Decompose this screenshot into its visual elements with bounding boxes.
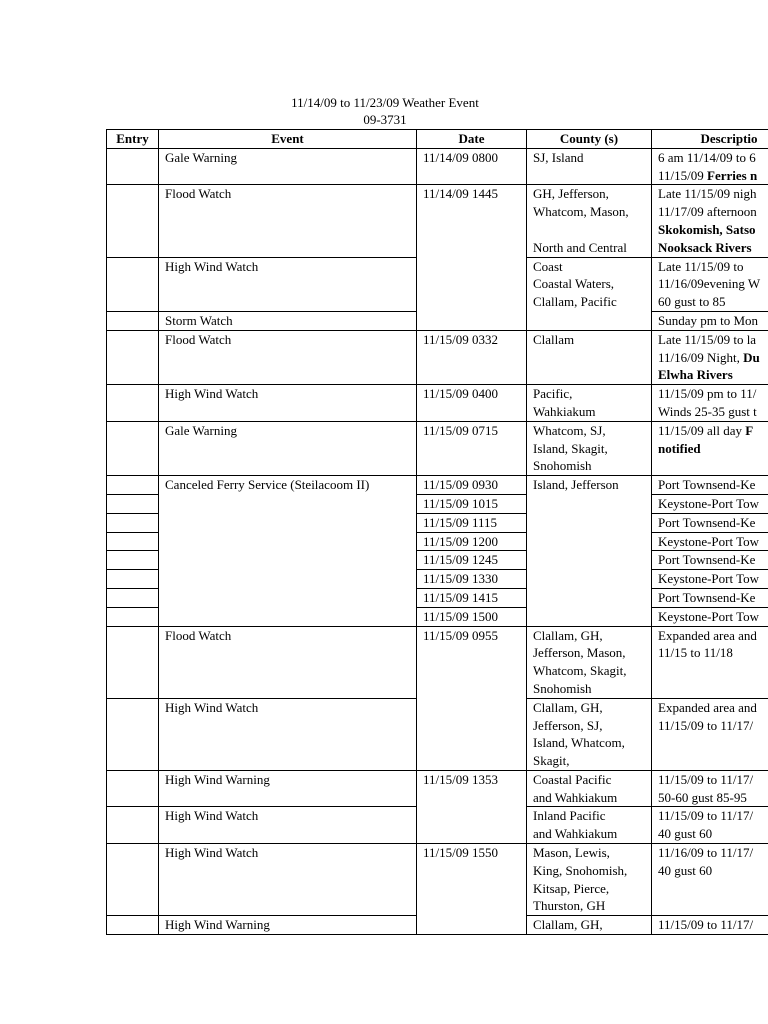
county-line: Thurston, GH <box>533 898 606 914</box>
header-county: County (s) <box>527 130 652 149</box>
description-line: Late 11/15/09 to <box>658 258 744 274</box>
county-line: Whatcom, Skagit, <box>533 663 627 679</box>
entry-cell <box>107 588 159 607</box>
description-line: 50-60 gust 85-95 <box>658 789 747 805</box>
description-line: 11/15/09 to 11/17/ <box>658 917 754 933</box>
description-line: 11/15/09 all day F <box>658 422 754 438</box>
description-line: Expanded area and <box>658 699 757 715</box>
description-cell <box>652 257 768 311</box>
description-cell <box>652 311 768 330</box>
event-cell: Flood Watch <box>159 626 417 698</box>
county-line: Clallam, GH, <box>533 699 603 715</box>
description-line: 11/15 to 11/18 <box>658 645 733 661</box>
table-row <box>107 626 768 698</box>
table-row <box>107 330 768 384</box>
entry-cell <box>107 551 159 570</box>
description-line: 11/17/09 afternoon <box>658 204 757 220</box>
description-line: Keystone-Port Tow <box>658 608 760 624</box>
description-cell <box>652 513 768 532</box>
date-cell: 11/15/09 1015 <box>417 494 527 513</box>
entry-cell <box>107 626 159 698</box>
description-line: Port Townsend-Ke <box>658 589 756 605</box>
description-line: 11/15/09 Ferries n <box>658 167 758 183</box>
entry-cell <box>107 807 159 844</box>
county-line: Coast <box>533 258 563 274</box>
description-bold-text: F <box>745 422 754 438</box>
county-line: Jefferson, SJ, <box>533 717 603 733</box>
table-row <box>107 770 768 807</box>
description-line: Port Townsend-Ke <box>658 552 756 568</box>
county-line: Mason, Lewis, <box>533 845 610 861</box>
description-cell <box>652 607 768 626</box>
table-row <box>107 185 768 257</box>
date-cell: 11/15/09 0400 <box>417 385 527 422</box>
description-bold-text: Nooksack Rivers <box>658 239 752 255</box>
county-line: Island, Skagit, <box>533 440 608 456</box>
county-cell <box>527 330 652 384</box>
description-line: 40 gust 60 <box>658 862 713 878</box>
date-cell: 11/14/09 0800 <box>417 148 527 185</box>
table-row <box>107 385 768 422</box>
description-line: 11/16/09 to 11/17/ <box>658 845 754 861</box>
description-bold-text: Skokomish, Satso <box>658 221 756 237</box>
entry-cell <box>107 770 159 807</box>
description-cell <box>652 148 768 185</box>
county-line: King, Snohomish, <box>533 862 628 878</box>
description-cell <box>652 570 768 589</box>
county-line: Clallam, GH, <box>533 627 603 643</box>
date-cell: 11/15/09 0930 <box>417 476 527 495</box>
document-title: 11/14/09 to 11/23/09 Weather Event <box>291 95 479 110</box>
county-line: Coastal Waters, <box>533 276 615 292</box>
county-line: Kitsap, Pierce, <box>533 880 610 896</box>
county-cell <box>527 770 652 807</box>
description-line: Keystone-Port Tow <box>658 533 760 549</box>
description-cell <box>652 494 768 513</box>
description-line: 11/15/09 to 11/17/ <box>658 771 754 787</box>
entry-cell <box>107 513 159 532</box>
date-cell: 11/15/09 1353 <box>417 770 527 843</box>
date-cell: 11/15/09 1115 <box>417 513 527 532</box>
description-line: Late 11/15/09 nigh <box>658 186 757 202</box>
county-line: GH, Jefferson, <box>533 186 609 202</box>
entry-cell <box>107 148 159 185</box>
description-line: Keystone-Port Tow <box>658 495 760 511</box>
county-cell <box>527 698 652 770</box>
description-line: Keystone-Port Tow <box>658 571 760 587</box>
table-header-row <box>107 130 768 149</box>
entry-cell <box>107 330 159 384</box>
event-cell: Flood Watch <box>159 330 417 384</box>
description-line: 11/16/09evening W <box>658 276 761 292</box>
header-date: Date <box>417 130 527 149</box>
county-line: and Wahkiakum <box>533 789 618 805</box>
county-line: Snohomish <box>533 680 592 696</box>
entry-cell <box>107 257 159 311</box>
county-line: Island, Whatcom, <box>533 735 625 751</box>
description-line: 11/15/09 pm to 11/ <box>658 386 757 402</box>
date-cell: 11/15/09 0715 <box>417 421 527 475</box>
county-line: Whatcom, Mason, <box>533 204 629 220</box>
description-cell <box>652 385 768 422</box>
description-line <box>658 440 768 458</box>
county-line: SJ, Island <box>533 149 584 165</box>
event-cell: High Wind Watch <box>159 698 417 770</box>
county-line: Island, Jefferson <box>533 477 619 493</box>
event-cell: Gale Warning <box>159 421 417 475</box>
description-line <box>658 221 768 239</box>
event-cell: Storm Watch <box>159 311 417 330</box>
county-cell <box>527 148 652 185</box>
description-cell <box>652 476 768 495</box>
description-line: 6 am 11/14/09 to 6 <box>658 149 756 165</box>
description-cell <box>652 588 768 607</box>
table-row <box>107 148 768 185</box>
entry-cell <box>107 844 159 916</box>
description-line: 11/15/09 to 11/17/ <box>658 717 754 733</box>
description-cell <box>652 807 768 844</box>
description-cell <box>652 626 768 698</box>
description-bold-text: notified <box>658 440 701 456</box>
event-cell: High Wind Watch <box>159 385 417 422</box>
event-cell: High Wind Watch <box>159 844 417 916</box>
description-cell <box>652 551 768 570</box>
description-cell <box>652 916 768 935</box>
table-row <box>107 844 768 916</box>
weather-event-table <box>106 129 768 935</box>
description-line: Port Townsend-Ke <box>658 477 756 493</box>
county-line: Wahkiakum <box>533 403 596 419</box>
county-line <box>533 221 646 239</box>
date-cell: 11/14/09 1445 <box>417 185 527 330</box>
county-line: Whatcom, SJ, <box>533 422 606 438</box>
entry-cell <box>107 916 159 935</box>
county-line: Coastal Pacific <box>533 771 612 787</box>
county-cell <box>527 476 652 626</box>
description-cell <box>652 421 768 475</box>
county-line: North and Central <box>533 239 627 255</box>
event-cell: Flood Watch <box>159 185 417 257</box>
description-bold-text: Ferries n <box>707 167 758 183</box>
description-cell <box>652 770 768 807</box>
description-cell <box>652 330 768 384</box>
description-line: Port Townsend-Ke <box>658 514 756 530</box>
county-cell <box>527 626 652 698</box>
description-line <box>658 239 768 257</box>
event-cell: Canceled Ferry Service (Steilacoom II) <box>159 476 417 626</box>
table-row <box>107 476 768 495</box>
county-cell <box>527 421 652 475</box>
description-line: Winds 25-35 gust t <box>658 403 757 419</box>
date-cell: 11/15/09 0332 <box>417 330 527 384</box>
description-line: 11/16/09 Night, Du <box>658 349 760 365</box>
document-number: 09-3731 <box>363 112 407 127</box>
entry-cell <box>107 494 159 513</box>
event-cell: High Wind Watch <box>159 807 417 844</box>
date-cell: 11/15/09 1500 <box>417 607 527 626</box>
description-bold-text: Du <box>743 349 760 365</box>
county-cell <box>527 257 652 330</box>
description-bold-text: Elwha Rivers <box>658 367 733 383</box>
description-cell <box>652 698 768 770</box>
description-line: 60 gust to 85 <box>658 294 726 310</box>
description-line: Expanded area and <box>658 627 757 643</box>
event-cell: High Wind Warning <box>159 770 417 807</box>
date-cell: 11/15/09 1330 <box>417 570 527 589</box>
date-cell: 11/15/09 1550 <box>417 844 527 935</box>
county-cell <box>527 185 652 257</box>
description-cell <box>652 844 768 916</box>
date-cell: 11/15/09 0955 <box>417 626 527 770</box>
entry-cell <box>107 421 159 475</box>
description-cell <box>652 532 768 551</box>
header-event: Event <box>159 130 417 149</box>
county-cell <box>527 844 652 916</box>
entry-cell <box>107 698 159 770</box>
entry-cell <box>107 532 159 551</box>
table-row <box>107 421 768 475</box>
county-line: Jefferson, Mason, <box>533 645 626 661</box>
county-cell <box>527 916 652 935</box>
description-cell <box>652 185 768 257</box>
county-line: and Wahkiakum <box>533 826 618 842</box>
county-cell <box>527 385 652 422</box>
description-line: 40 gust 60 <box>658 826 713 842</box>
description-line: 11/15/09 to 11/17/ <box>658 808 754 824</box>
county-line: Clallam, GH, <box>533 917 603 933</box>
entry-cell <box>107 311 159 330</box>
county-line: Clallam, Pacific <box>533 294 617 310</box>
date-cell: 11/15/09 1415 <box>417 588 527 607</box>
entry-cell <box>107 385 159 422</box>
date-cell: 11/15/09 1200 <box>417 532 527 551</box>
event-cell: High Wind Warning <box>159 916 417 935</box>
county-line: Inland Pacific <box>533 808 606 824</box>
county-line: Clallam <box>533 331 575 347</box>
county-line: Snohomish <box>533 458 592 474</box>
entry-cell <box>107 570 159 589</box>
header-description: Descriptio <box>652 130 768 149</box>
county-line: Pacific, <box>533 386 573 402</box>
entry-cell <box>107 476 159 495</box>
description-line: Late 11/15/09 to la <box>658 331 757 347</box>
county-cell <box>527 807 652 844</box>
description-line <box>658 366 768 384</box>
date-cell: 11/15/09 1245 <box>417 551 527 570</box>
entry-cell <box>107 185 159 257</box>
county-line: Skagit, <box>533 753 570 769</box>
event-cell: High Wind Watch <box>159 257 417 311</box>
description-line: Sunday pm to Mon <box>658 312 759 328</box>
header-entry: Entry <box>107 130 159 149</box>
event-cell: Gale Warning <box>159 148 417 185</box>
entry-cell <box>107 607 159 626</box>
